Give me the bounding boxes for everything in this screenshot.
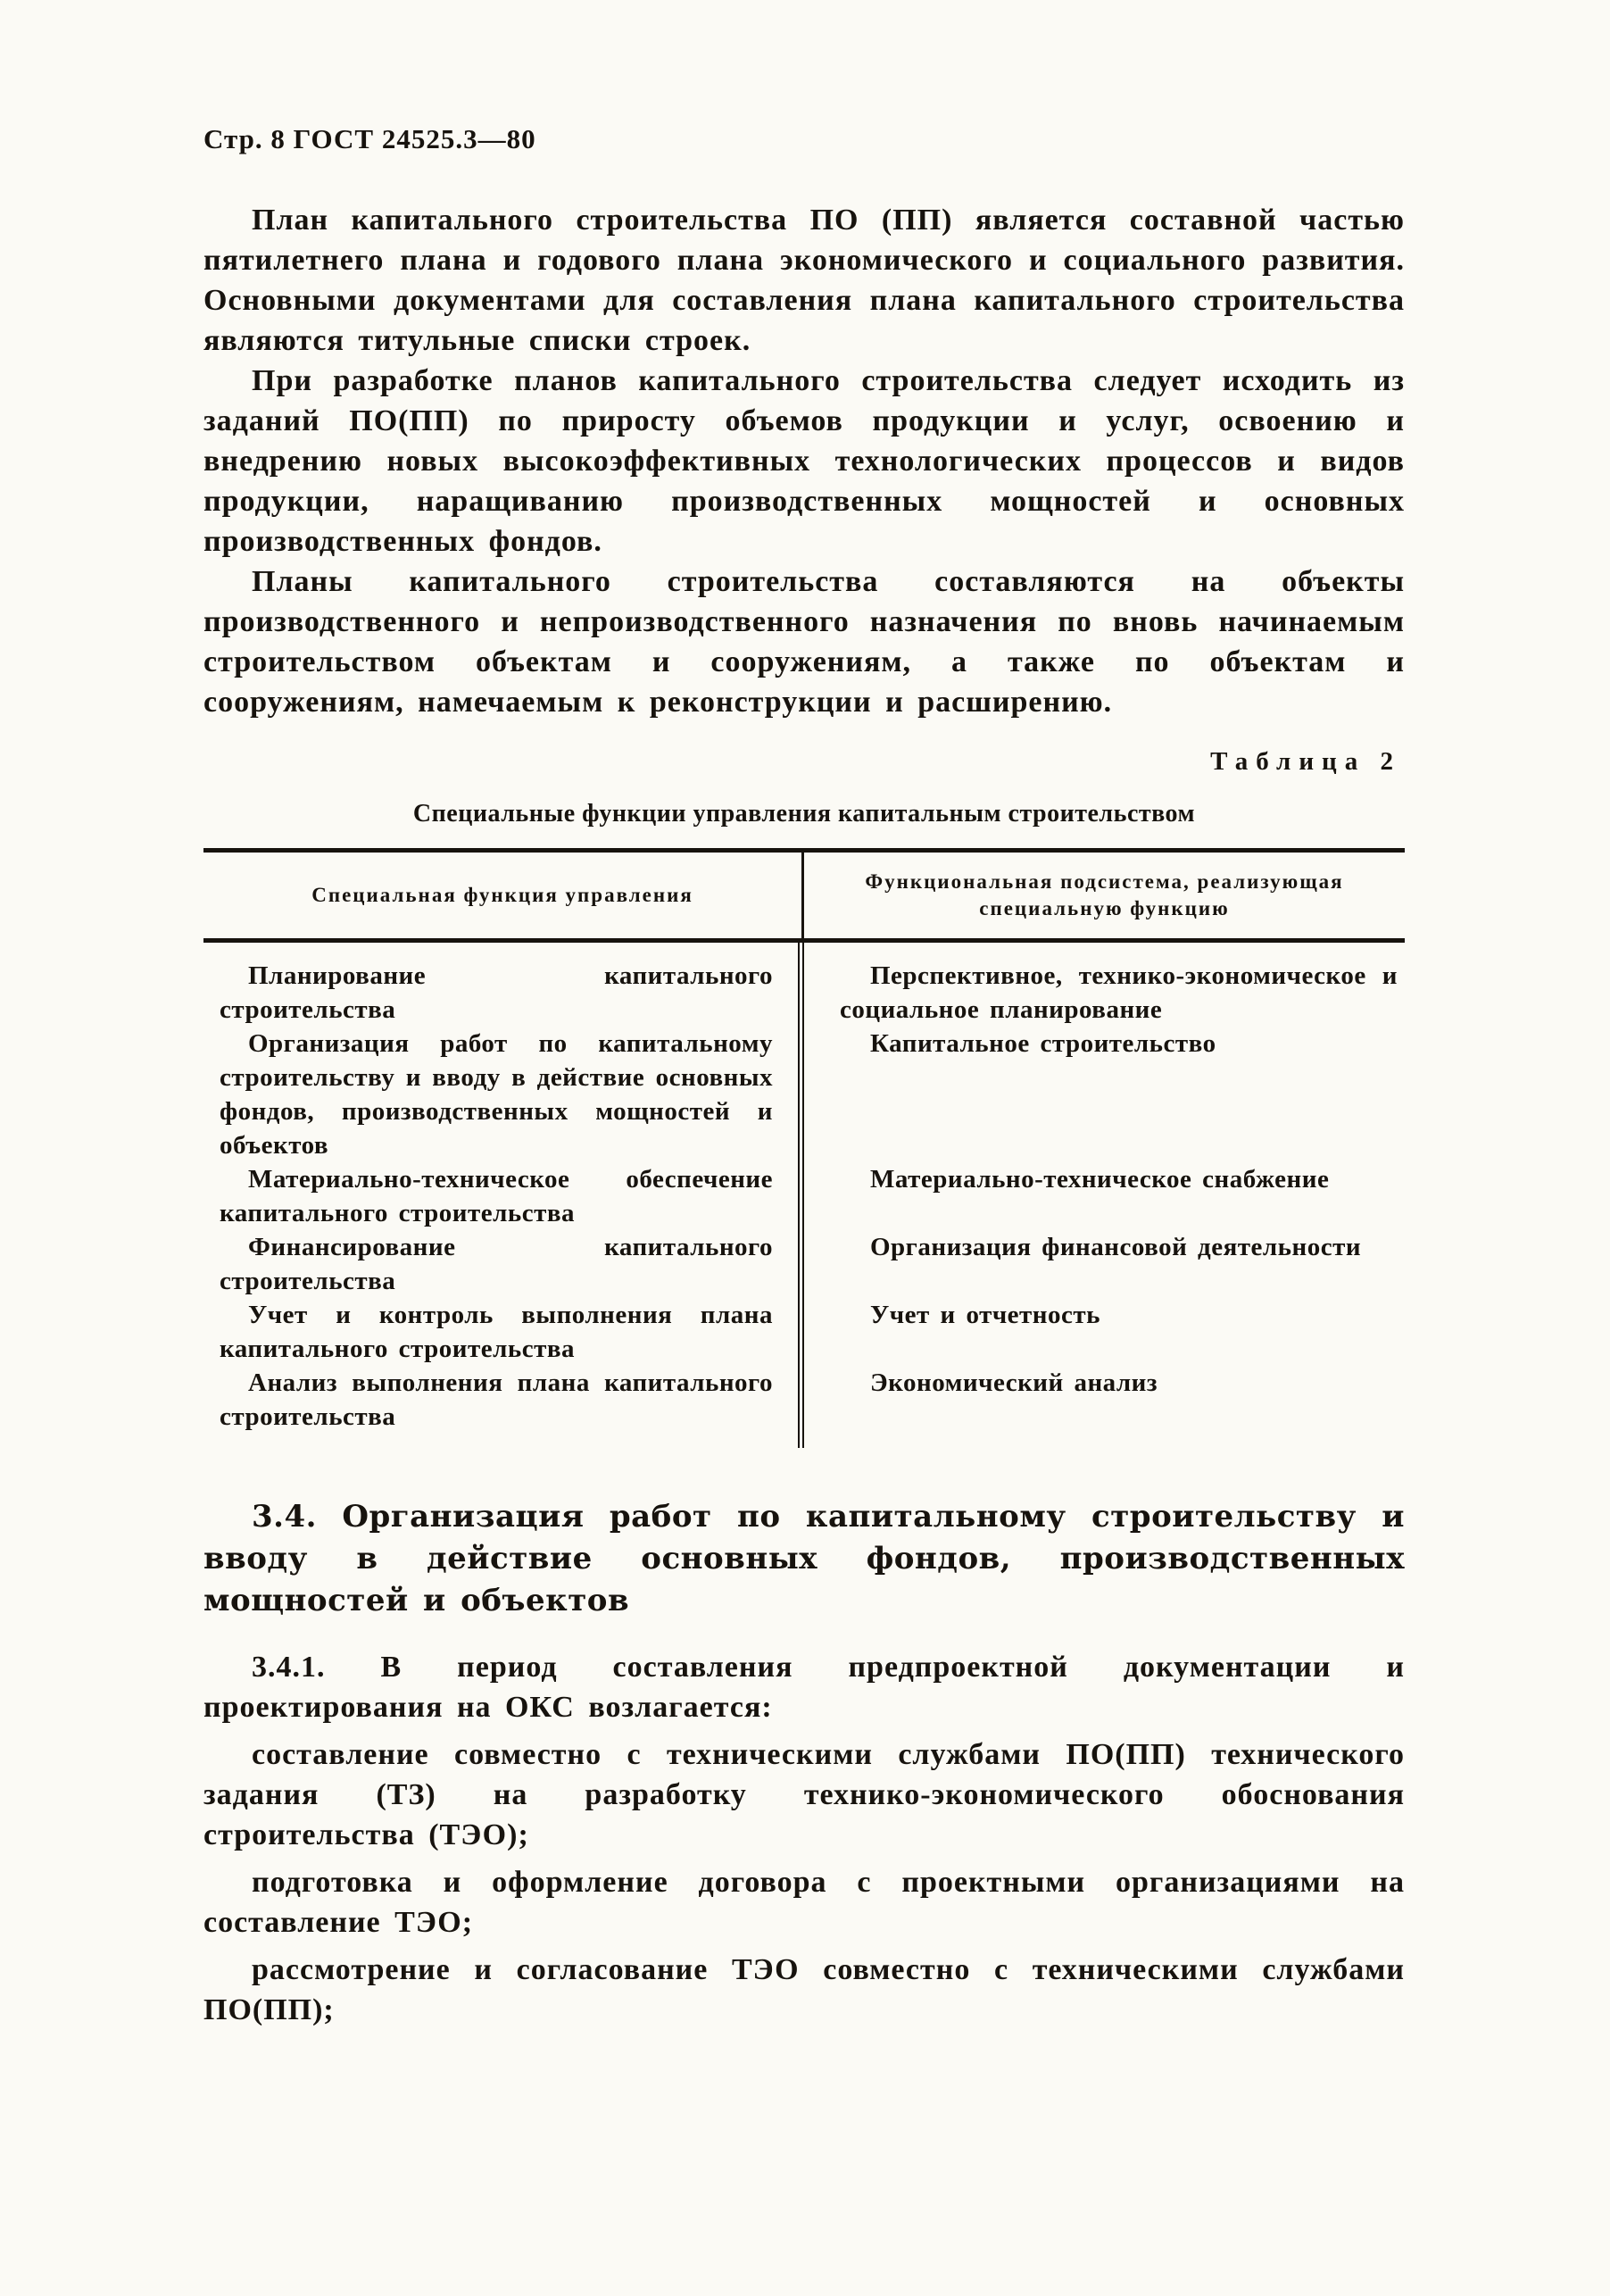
body-paragraph: Планы капитального строительства составляются на объекты производственного и непроизводственного назначения по вновь начинаемым строительством объектам и сооружениям, а также по объектам и сооружениям, намечаемым к реконструкции и расширению. (203, 565, 1405, 719)
table-header-cell-subsystem: Функциональная подсистема, реализующая специальную функцию (865, 870, 1344, 919)
table-cell-subsystem: Учет и отчетность (870, 1301, 1100, 1329)
table-header-cell-function: Специальная функция управления (203, 853, 804, 938)
table-cell-subsystem: Материально-техническое снабжение (870, 1165, 1330, 1194)
page-header: Стр. 8 ГОСТ 24525.3—80 (203, 123, 536, 154)
section-paragraph: рассмотрение и согласование ТЭО совместно с техническими службами ПО(ПП); (203, 1953, 1405, 2026)
table-cell-function: Материально-техническое обеспечение капитального строительства (203, 1162, 804, 1230)
table-row (203, 1298, 1405, 1366)
table-row (203, 943, 1405, 1027)
table-row (203, 1366, 1405, 1448)
table-title: Специальные функции управления капитальным строительством (412, 800, 1196, 828)
table-cell-function: Планирование капитального строительства (203, 943, 804, 1027)
table-body (203, 943, 1405, 1448)
table-cell-subsystem: Экономический анализ (870, 1368, 1158, 1397)
table-cell-subsystem: Организация финансовой деятельности (870, 1233, 1362, 1261)
body-paragraph: При разработке планов капитального строительства следует исходить из заданий ПО(ПП) по приросту объемов продукции и услуг, освоению и внедрению новых высокоэффективных технологических процессов и видов продукции, наращиванию производственных мощностей и основных производственных фондов. (203, 364, 1405, 558)
table-cell-function: Учет и контроль выполнения плана капитального строительства (203, 1298, 804, 1366)
page-content (203, 123, 1405, 2030)
section-paragraph: 3.4.1. В период составления предпроектной документации и проектирования на ОКС возлагается: (203, 1651, 1405, 1724)
table-cell-subsystem: Перспективное, технико-экономическое и социальное планирование (840, 961, 1398, 1024)
section-heading: 3.4. Организация работ по капитальному строительству и вводу в действие основных фондов, производственных мощностей и объектов (203, 1499, 1405, 1618)
table-row (203, 1162, 1405, 1230)
functions-table (203, 848, 1405, 1448)
table-cell-subsystem: Капитальное строительство (870, 1029, 1216, 1058)
table-row (203, 1027, 1405, 1162)
table-header-row (203, 853, 1405, 943)
section-paragraph: составление совместно с техническими службами ПО(ПП) технического задания (ТЗ) на разработку технико-экономического обоснования строительства (ТЭО); (203, 1738, 1405, 1851)
table-row (203, 1230, 1405, 1298)
table-cell-function: Анализ выполнения плана капитального строительства (203, 1366, 804, 1448)
table-cell-function: Финансирование капитального строительства (203, 1230, 804, 1298)
section-paragraph: подготовка и оформление договора с проектными организациями на составление ТЭО; (203, 1866, 1405, 1939)
body-paragraph: План капитального строительства ПО (ПП) является составной частью пятилетнего плана и годового плана экономического и социального развития. Основными документами для составления плана капитального строительства являются титульные списки строек. (203, 204, 1405, 357)
table-label: Таблица 2 (1210, 747, 1401, 776)
table-cell-function: Организация работ по капитальному строительству и вводу в действие основных фондов, производственных мощностей и объектов (203, 1027, 804, 1162)
